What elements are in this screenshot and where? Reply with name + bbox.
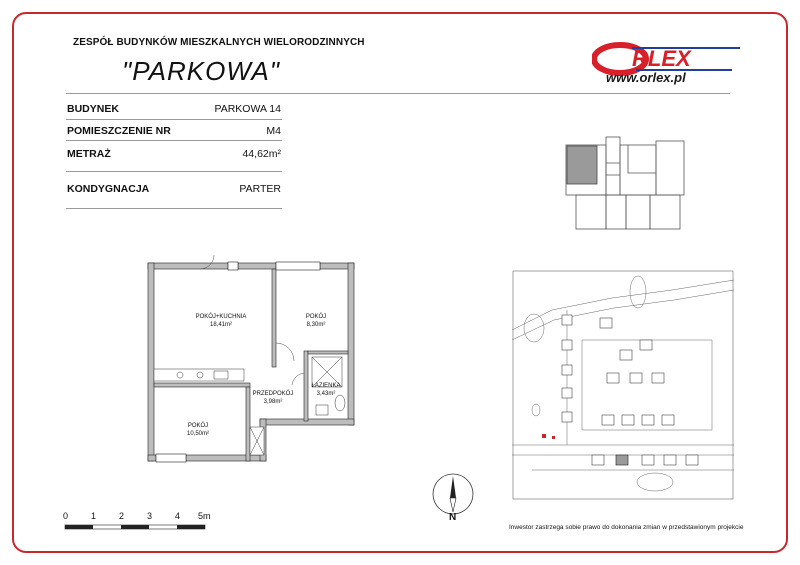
divider — [66, 119, 282, 120]
key-plan — [558, 133, 698, 233]
room-label — [304, 382, 348, 398]
scale-tick-label: 2 — [119, 511, 125, 521]
scale-bar — [64, 522, 206, 532]
room-area: 8,30m² — [306, 322, 326, 328]
scale-tick-label: 1 — [91, 511, 97, 521]
unit-label: POMIESZCZENIE NR — [67, 125, 171, 137]
scale-tick-label: 5m — [198, 511, 211, 521]
unit-value: M4 — [266, 125, 281, 137]
scale-tick-label: 0 — [63, 511, 69, 521]
divider — [66, 171, 282, 172]
building-label: BUDYNEK — [67, 103, 119, 115]
room-name: POKÓJ+KUCHNIA — [195, 314, 247, 320]
room-label — [176, 422, 220, 438]
room-name: POKÓJ — [187, 423, 209, 429]
divider — [66, 140, 282, 141]
svg-text:RLEX: RLEX — [632, 46, 691, 71]
scale-tick-label: 4 — [175, 511, 181, 521]
divider-top — [66, 93, 730, 94]
site-plan — [512, 270, 734, 500]
disclaimer: Inwestor zastrzega sobie prawo do dokonania zmian w przedstawionym projekcie — [509, 524, 744, 531]
area-value: 44,62m² — [242, 148, 281, 160]
room-name: POKÓJ — [305, 314, 327, 320]
room-label — [186, 313, 256, 329]
room-label — [294, 313, 338, 329]
complex-title: ZESPÓŁ BUDYNKÓW MIESZKALNYCH WIELORODZINNYCH — [73, 37, 365, 48]
room-area: 3,98m² — [263, 399, 283, 405]
project-name: "PARKOWA" — [122, 56, 280, 86]
floor-label: KONDYGNACJA — [67, 183, 150, 195]
logo-url[interactable]: www.orlex.pl — [606, 70, 686, 85]
room-name: PRZEDPOKÓJ — [252, 391, 294, 397]
divider — [66, 208, 282, 209]
highlighted-unit — [567, 146, 597, 184]
area-label: METRAŻ — [67, 148, 111, 160]
north-label: N — [449, 512, 457, 523]
scale-tick-label: 3 — [147, 511, 153, 521]
room-area: 18,41m² — [209, 322, 232, 328]
room-area: 10,50m² — [186, 431, 209, 437]
room-label — [246, 390, 300, 406]
highlighted-building — [616, 455, 628, 465]
room-area: 3,43m² — [316, 391, 336, 397]
floor-value: PARTER — [239, 183, 281, 195]
floor-plan — [140, 255, 360, 475]
building-value: PARKOWA 14 — [214, 103, 281, 115]
room-name: ŁAZIENKA — [311, 383, 341, 389]
